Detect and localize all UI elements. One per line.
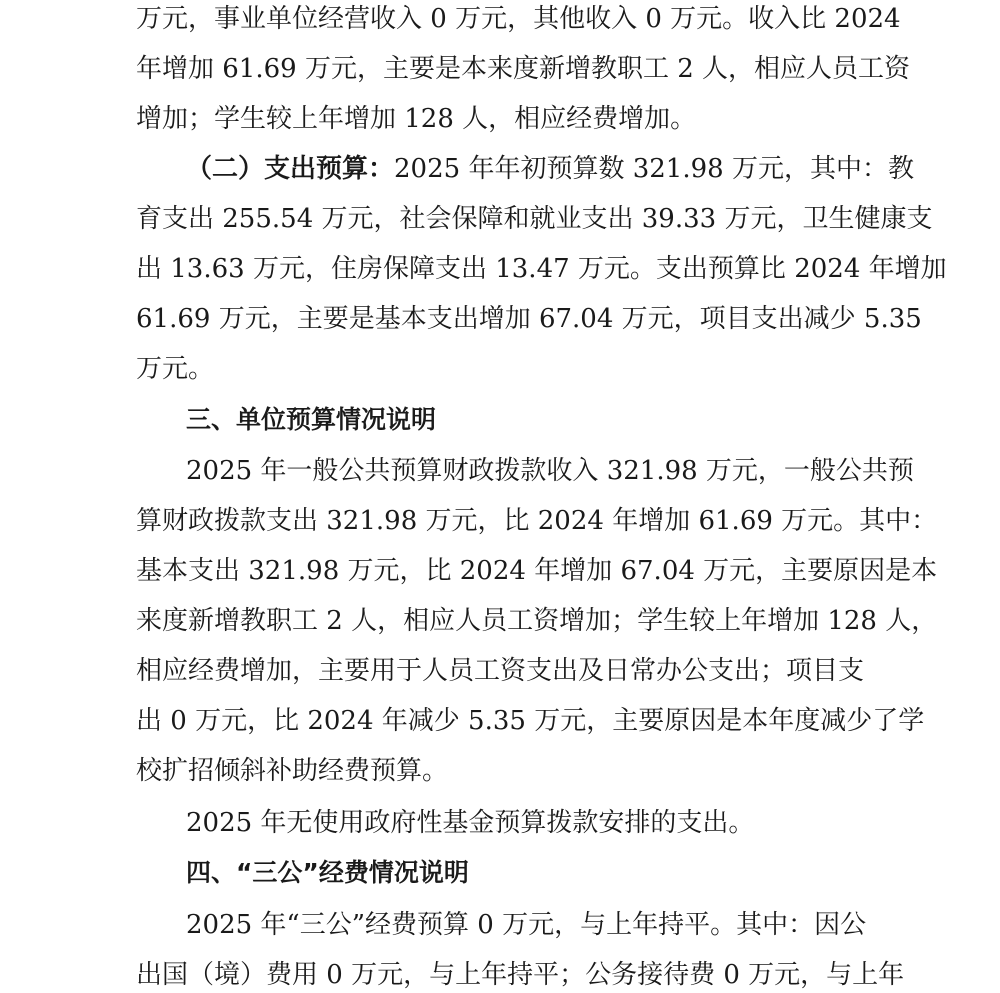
paragraph-line: 基本支出 321.98 万元，比 2024 年增加 67.04 万元，主要原因是本 <box>136 556 938 586</box>
paragraph-line <box>186 154 914 184</box>
paragraph-line: 年增加 61.69 万元，主要是本来度新增教职工 2 人，相应人员工资 <box>136 54 911 84</box>
paragraph-line: 61.69 万元，主要是基本支出增加 67.04 万元，项目支出减少 5.35 <box>136 304 922 334</box>
paragraph-line: 来度新增教职工 2 人，相应人员工资增加；学生较上年增加 128 人， <box>136 606 938 636</box>
paragraph-line: 育支出 255.54 万元，社会保障和就业支出 39.33 万元，卫生健康支 <box>136 204 933 234</box>
paragraph-line: 2025 年“三公”经费预算 0 万元，与上年持平。其中：因公 <box>186 910 867 940</box>
paragraph-text: 2025 年年初预算数 321.98 万元，其中：教 <box>394 154 914 184</box>
paragraph-line: 万元，事业单位经营收入 0 万元，其他收入 0 万元。收入比 2024 <box>136 4 901 34</box>
paragraph-line: 2025 年无使用政府性基金预算拨款安排的支出。 <box>186 808 755 838</box>
paragraph-line: 算财政拨款支出 321.98 万元，比 2024 年增加 61.69 万元。其中： <box>136 506 938 536</box>
paragraph-line: 2025 年一般公共预算财政拨款收入 321.98 万元，一般公共预 <box>186 456 914 486</box>
section-heading: 三、单位预算情况说明 <box>186 405 437 434</box>
section-heading: 四、“三公”经费情况说明 <box>186 858 469 887</box>
paragraph-line: 出 13.63 万元，住房保障支出 13.47 万元。支出预算比 2024 年增加 <box>136 254 947 284</box>
paragraph-line: 相应经费增加，主要用于人员工资支出及日常办公支出；项目支 <box>136 656 865 686</box>
section-subheading: （二）支出预算： <box>186 154 395 184</box>
paragraph-line: 校扩招倾斜补助经费预算。 <box>136 756 449 786</box>
paragraph-line: 增加；学生较上年增加 128 人，相应经费增加。 <box>136 104 697 134</box>
paragraph-line: 万元。 <box>136 354 215 384</box>
paragraph-line: 出国（境）费用 0 万元，与上年持平；公务接待费 0 万元，与上年 <box>136 960 905 990</box>
paragraph-line: 出 0 万元，比 2024 年减少 5.35 万元，主要原因是本年度减少了学 <box>136 706 925 736</box>
